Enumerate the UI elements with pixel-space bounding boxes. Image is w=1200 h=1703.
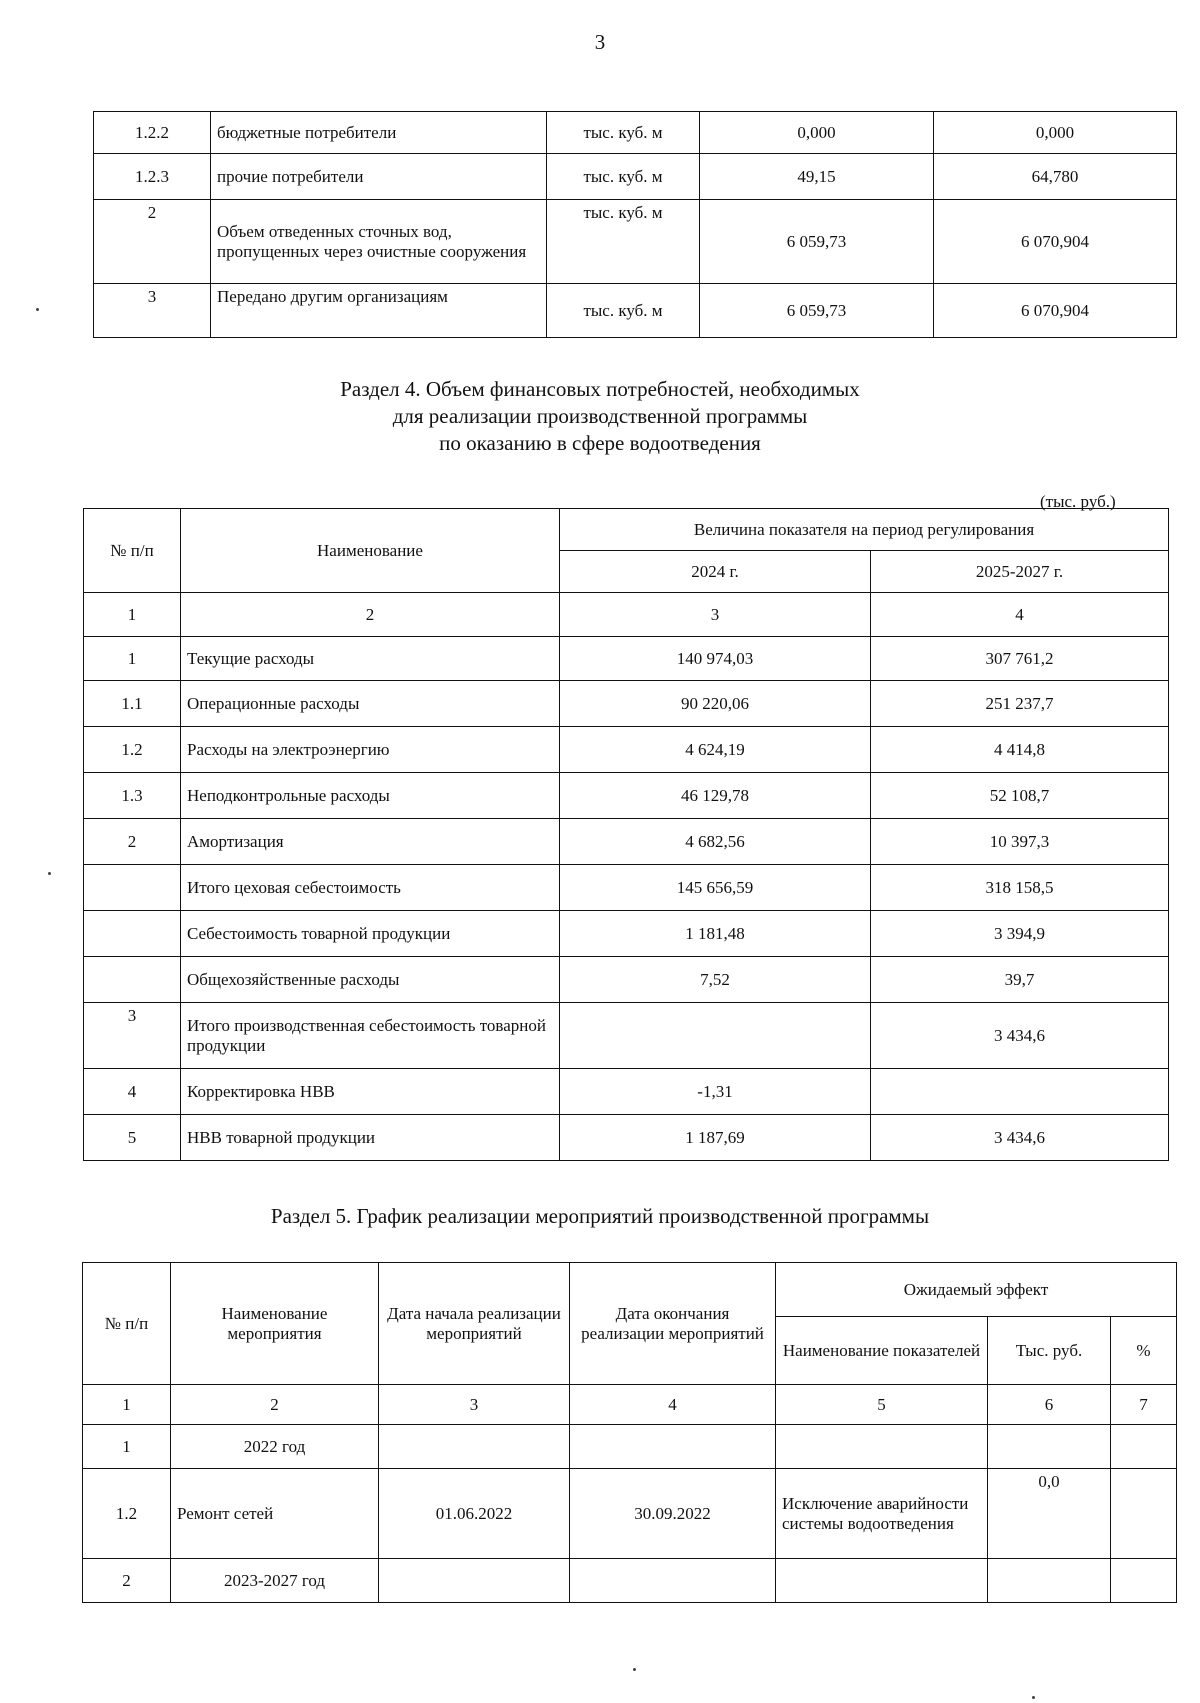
row-number: 1.2	[83, 1469, 171, 1559]
row-end-date	[570, 1425, 776, 1469]
table-row	[84, 727, 1169, 773]
table-row	[84, 957, 1169, 1003]
table-row	[84, 819, 1169, 865]
row-name: Расходы на электроэнергию	[181, 727, 560, 773]
row-value-2025-2027: 4 414,8	[871, 727, 1169, 773]
table-row	[94, 200, 1177, 284]
row-value-2: 6 070,904	[934, 200, 1177, 284]
row-number	[84, 865, 181, 911]
table-row	[83, 1469, 1177, 1559]
row-name: Корректировка НВВ	[181, 1069, 560, 1115]
row-start-date	[379, 1559, 570, 1603]
table-row	[84, 1003, 1169, 1069]
row-unit: тыс. куб. м	[547, 112, 700, 154]
row-name: Итого производственная себестоимость товарной продукции	[181, 1003, 560, 1069]
table-row	[83, 1559, 1177, 1603]
row-value-2025-2027: 52 108,7	[871, 773, 1169, 819]
row-name: Итого цеховая себестоимость	[181, 865, 560, 911]
row-value-2025-2027: 3 434,6	[871, 1115, 1169, 1161]
row-start-date: 01.06.2022	[379, 1469, 570, 1559]
row-event-name: 2023-2027 год	[171, 1559, 379, 1603]
table-row	[84, 911, 1169, 957]
row-number: 3	[94, 284, 211, 338]
schedule-table	[82, 1262, 1177, 1603]
row-number: 1.2.3	[94, 154, 211, 200]
column-number: 7	[1111, 1385, 1177, 1425]
row-unit: тыс. куб. м	[547, 284, 700, 338]
row-name: Амортизация	[181, 819, 560, 865]
scan-speck	[36, 308, 39, 311]
row-number: 4	[84, 1069, 181, 1115]
header-year-2024: 2024 г.	[560, 551, 871, 593]
row-number	[84, 957, 181, 1003]
row-value-2024: -1,31	[560, 1069, 871, 1115]
row-value-2: 6 070,904	[934, 284, 1177, 338]
column-number: 2	[171, 1385, 379, 1425]
row-name: Общехозяйственные расходы	[181, 957, 560, 1003]
row-value-2: 64,780	[934, 154, 1177, 200]
row-number: 1.1	[84, 681, 181, 727]
row-name: НВВ товарной продукции	[181, 1115, 560, 1161]
scan-speck	[1032, 1696, 1035, 1699]
row-indicator	[776, 1559, 988, 1603]
section-4-title	[0, 376, 1200, 457]
row-end-date	[570, 1559, 776, 1603]
row-value-2024: 140 974,03	[560, 637, 871, 681]
section-4-title-line: по оказанию в сфере водоотведения	[439, 431, 761, 455]
row-value-1: 6 059,73	[700, 284, 934, 338]
row-value-2024: 4 624,19	[560, 727, 871, 773]
row-value-2025-2027: 10 397,3	[871, 819, 1169, 865]
row-value-2024: 90 220,06	[560, 681, 871, 727]
column-number: 3	[379, 1385, 570, 1425]
row-name: Передано другим организациям	[211, 284, 547, 338]
header-expected-effect: Ожидаемый эффект	[776, 1263, 1177, 1317]
row-percent	[1111, 1425, 1177, 1469]
row-start-date	[379, 1425, 570, 1469]
table-row	[84, 1115, 1169, 1161]
row-name: Себестоимость товарной продукции	[181, 911, 560, 957]
row-number: 1.2.2	[94, 112, 211, 154]
row-value-2024: 46 129,78	[560, 773, 871, 819]
row-value-2024: 1 181,48	[560, 911, 871, 957]
table-row	[84, 1069, 1169, 1115]
row-value-2024: 145 656,59	[560, 865, 871, 911]
row-number: 1.2	[84, 727, 181, 773]
table-row	[84, 681, 1169, 727]
row-value-2025-2027: 3 434,6	[871, 1003, 1169, 1069]
column-number: 3	[560, 593, 871, 637]
header-event-name: Наименование мероприятия	[171, 1263, 379, 1385]
row-value-2024: 4 682,56	[560, 819, 871, 865]
row-indicator: Исключение аварийности системы водоотведения	[776, 1469, 988, 1559]
scan-speck	[48, 872, 51, 875]
row-number: 2	[94, 200, 211, 284]
water-volume-table	[93, 111, 1177, 338]
table-row	[94, 112, 1177, 154]
header-end-date: Дата окончания реализации мероприятий	[570, 1263, 776, 1385]
header-start-date: Дата начала реализации мероприятий	[379, 1263, 570, 1385]
row-value-2024: 7,52	[560, 957, 871, 1003]
scan-speck	[633, 1668, 636, 1671]
row-value-2025-2027: 307 761,2	[871, 637, 1169, 681]
header-year-2025-2027: 2025-2027 г.	[871, 551, 1169, 593]
row-value-2024	[560, 1003, 871, 1069]
row-value-2025-2027	[871, 1069, 1169, 1115]
page-number: 3	[594, 30, 606, 54]
row-value-2025-2027: 251 237,7	[871, 681, 1169, 727]
row-indicator	[776, 1425, 988, 1469]
row-name: бюджетные потребители	[211, 112, 547, 154]
row-number: 2	[83, 1559, 171, 1603]
row-name: Операционные расходы	[181, 681, 560, 727]
header-period: Величина показателя на период регулирования	[560, 509, 1169, 551]
row-value-2025-2027: 3 394,9	[871, 911, 1169, 957]
row-number: 5	[84, 1115, 181, 1161]
header-percent: %	[1111, 1317, 1177, 1385]
table-row	[84, 865, 1169, 911]
section-5-title: Раздел 5. График реализации мероприятий производственной программы	[270, 1204, 930, 1228]
table-row	[94, 284, 1177, 338]
column-number: 4	[570, 1385, 776, 1425]
table-row	[83, 1425, 1177, 1469]
header-indicator-name: Наименование показателей	[776, 1317, 988, 1385]
row-value-1: 49,15	[700, 154, 934, 200]
row-event-name: 2022 год	[171, 1425, 379, 1469]
row-number	[84, 911, 181, 957]
row-percent	[1111, 1469, 1177, 1559]
row-number: 3	[84, 1003, 181, 1069]
table-row	[94, 154, 1177, 200]
row-name: Неподконтрольные расходы	[181, 773, 560, 819]
row-value-2024: 1 187,69	[560, 1115, 871, 1161]
row-value-2025-2027: 318 158,5	[871, 865, 1169, 911]
header-name: Наименование	[181, 509, 560, 593]
row-name: прочие потребители	[211, 154, 547, 200]
column-number: 4	[871, 593, 1169, 637]
row-end-date: 30.09.2022	[570, 1469, 776, 1559]
row-event-name: Ремонт сетей	[171, 1469, 379, 1559]
header-number: № п/п	[83, 1263, 171, 1385]
row-thousand-rubles	[988, 1425, 1111, 1469]
row-value-2025-2027: 39,7	[871, 957, 1169, 1003]
unit-note: (тыс. руб.)	[1040, 492, 1116, 511]
table-row	[84, 637, 1169, 681]
financial-needs-table	[83, 508, 1169, 1161]
column-number: 6	[988, 1385, 1111, 1425]
row-number: 1	[83, 1425, 171, 1469]
row-value-1: 6 059,73	[700, 200, 934, 284]
row-value-1: 0,000	[700, 112, 934, 154]
column-number: 5	[776, 1385, 988, 1425]
row-thousand-rubles: 0,0	[988, 1469, 1111, 1559]
row-number: 1	[84, 637, 181, 681]
row-name: Текущие расходы	[181, 637, 560, 681]
column-number: 1	[83, 1385, 171, 1425]
column-number: 1	[84, 593, 181, 637]
column-number: 2	[181, 593, 560, 637]
table-row	[84, 773, 1169, 819]
header-thousand-rubles: Тыс. руб.	[988, 1317, 1111, 1385]
row-unit: тыс. куб. м	[547, 200, 700, 284]
row-number: 1.3	[84, 773, 181, 819]
section-4-title-line: Раздел 4. Объем финансовых потребностей, необходимых	[340, 377, 860, 401]
row-value-2: 0,000	[934, 112, 1177, 154]
section-4-title-line: для реализации производственной программы	[392, 404, 808, 428]
row-number: 2	[84, 819, 181, 865]
row-name: Объем отведенных сточных вод, пропущенных через очистные сооружения	[211, 200, 547, 284]
row-unit: тыс. куб. м	[547, 154, 700, 200]
row-thousand-rubles	[988, 1559, 1111, 1603]
header-number: № п/п	[84, 509, 181, 593]
row-percent	[1111, 1559, 1177, 1603]
